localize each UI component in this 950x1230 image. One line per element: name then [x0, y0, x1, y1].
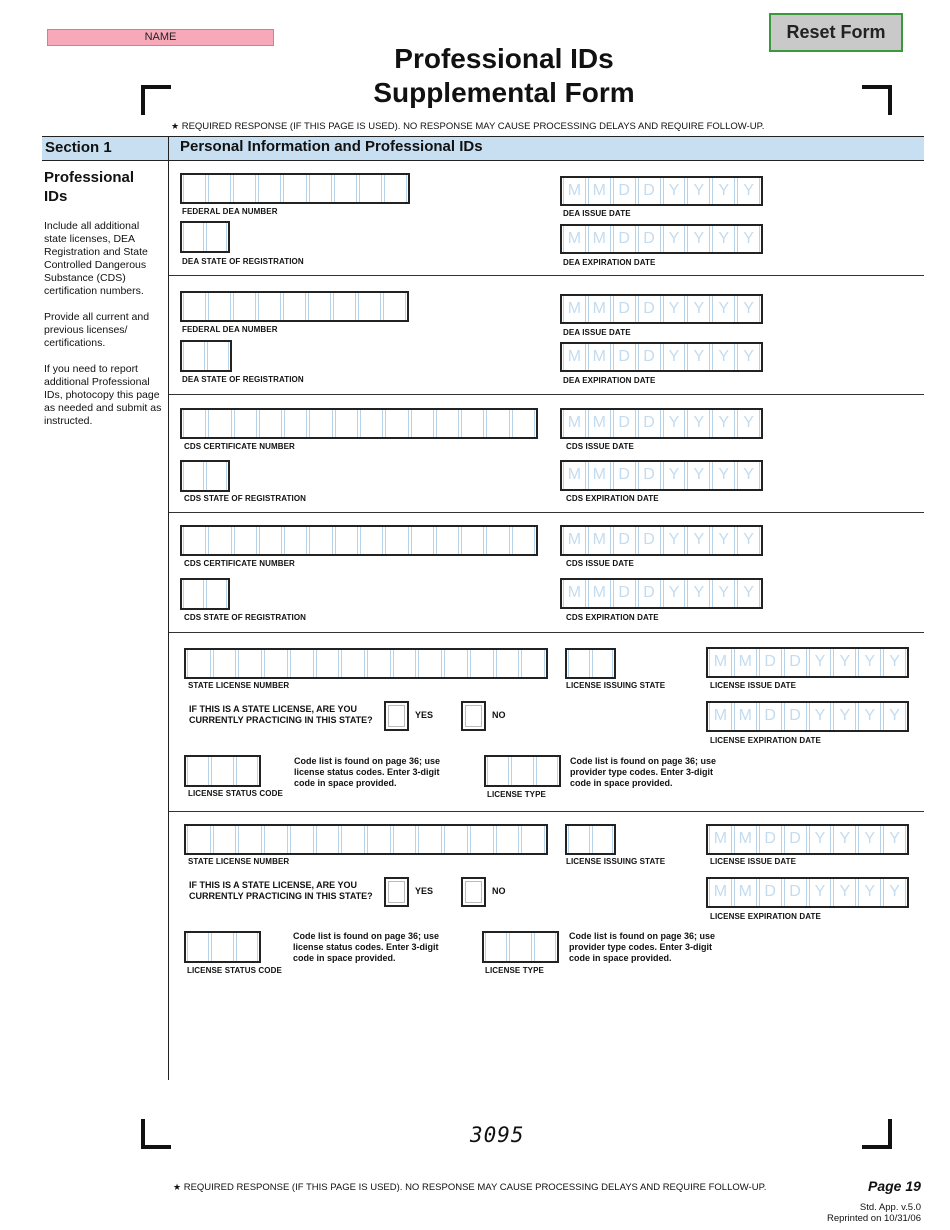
license-issuing-state-input[interactable] [565, 648, 616, 679]
date-placeholder-cell: M [563, 410, 586, 437]
practicing-question: IF THIS IS A STATE LICENSE, ARE YOU CURRENTLY PRACTICING IN THIS STATE? [189, 880, 373, 901]
input-cell [384, 175, 407, 202]
sidebar-divider [168, 136, 169, 1080]
input-cell [333, 293, 356, 320]
input-cell [436, 410, 459, 437]
sidebar-heading: Professional IDs [44, 169, 135, 205]
input-cell [309, 527, 332, 554]
state-license-number-input[interactable] [184, 648, 548, 679]
date-placeholder-cell: Y [663, 410, 686, 437]
input-cell [206, 462, 227, 490]
date-placeholder-cell: Y [737, 296, 760, 322]
input-cell [259, 410, 282, 437]
date-placeholder-cell: D [613, 344, 636, 370]
input-cell [334, 175, 357, 202]
date-placeholder-cell: Y [883, 703, 906, 730]
input-cell [236, 933, 258, 961]
input-cell [444, 650, 468, 677]
date-placeholder-cell: D [613, 296, 636, 322]
federal-dea-number-label: FEDERAL DEA NUMBER [182, 325, 278, 334]
state-license-number-label: STATE LICENSE NUMBER [188, 857, 290, 866]
cds-issue-date-label: CDS ISSUE DATE [566, 559, 634, 568]
date-placeholder-cell: Y [687, 178, 710, 204]
dea-state-input[interactable] [180, 221, 230, 253]
date-placeholder-cell: D [613, 580, 636, 607]
license-issue-date-label: LICENSE ISSUE DATE [710, 857, 797, 866]
no-label: NO [492, 710, 506, 720]
input-cell [208, 293, 231, 320]
date-placeholder-cell: D [784, 649, 807, 676]
date-placeholder-cell: M [709, 649, 732, 676]
date-placeholder-cell: M [563, 462, 586, 489]
date-placeholder-cell: D [638, 410, 661, 437]
input-cell [183, 580, 204, 608]
input-cell [418, 826, 442, 853]
date-placeholder-cell: M [709, 879, 732, 906]
date-placeholder-cell: Y [737, 344, 760, 370]
input-cell [213, 826, 237, 853]
input-cell [309, 410, 332, 437]
date-placeholder-cell: Y [687, 296, 710, 322]
input-cell [470, 826, 494, 853]
date-placeholder-cell: D [638, 226, 661, 252]
date-placeholder-cell: Y [712, 178, 735, 204]
date-placeholder-cell: Y [737, 580, 760, 607]
input-cell [316, 826, 340, 853]
date-placeholder-cell: D [759, 879, 782, 906]
input-cell [509, 933, 531, 961]
dea-expiration-date-input[interactable] [560, 342, 763, 372]
date-placeholder-cell: M [709, 703, 732, 730]
input-cell [383, 293, 406, 320]
dea-issue-date-input[interactable] [560, 176, 763, 206]
input-cell [359, 175, 382, 202]
license-expiration-date-input[interactable] [706, 877, 909, 908]
input-cell [206, 580, 227, 608]
date-placeholder-cell: D [759, 649, 782, 676]
date-placeholder-cell: D [638, 462, 661, 489]
star-icon: ★ [173, 1182, 182, 1192]
license-status-code-label: LICENSE STATUS CODE [187, 966, 282, 975]
cds-expiration-date-label: CDS EXPIRATION DATE [566, 494, 659, 503]
license-issuing-state-input[interactable] [565, 824, 616, 855]
date-placeholder-cell: M [734, 826, 757, 853]
date-placeholder-cell: Y [809, 703, 832, 730]
input-cell [236, 757, 258, 785]
dea-state-label: DEA STATE OF REGISTRATION [182, 257, 304, 266]
license-type-input[interactable] [484, 755, 561, 787]
date-placeholder-cell: Y [687, 462, 710, 489]
input-cell [258, 293, 281, 320]
yes-label: YES [415, 710, 434, 720]
input-cell [234, 527, 257, 554]
input-cell [341, 650, 365, 677]
input-cell [206, 223, 227, 251]
input-cell [486, 410, 509, 437]
date-placeholder-cell: Y [833, 826, 856, 853]
input-cell [568, 650, 590, 677]
license-issue-date-input[interactable] [706, 647, 909, 678]
date-placeholder-cell: D [638, 296, 661, 322]
sidebar-paragraph-1: Include all additional state licenses, DEA Registration and State Controlled Dangerous Substance (CDS) certification numbers. [44, 220, 148, 297]
input-cell [316, 650, 340, 677]
input-cell [290, 826, 314, 853]
input-cell [385, 527, 408, 554]
input-cell [208, 410, 231, 437]
date-placeholder-cell: Y [712, 410, 735, 437]
input-cell [183, 175, 206, 202]
reset-form-button[interactable]: Reset Form [769, 13, 903, 52]
date-placeholder-cell: Y [687, 527, 710, 554]
reprint-line: Reprinted on 10/31/06 [826, 1213, 921, 1224]
cds-expiration-date-input[interactable] [560, 460, 763, 491]
license-issue-date-input[interactable] [706, 824, 909, 855]
date-placeholder-cell: Y [687, 226, 710, 252]
input-cell [183, 223, 204, 251]
date-placeholder-cell: Y [737, 462, 760, 489]
input-cell [534, 933, 556, 961]
practicing-no-checkbox[interactable] [461, 877, 486, 907]
input-cell [283, 175, 306, 202]
date-placeholder-cell: Y [687, 410, 710, 437]
input-cell [213, 650, 237, 677]
date-placeholder-cell: M [588, 296, 611, 322]
license-status-code-label: LICENSE STATUS CODE [188, 789, 283, 798]
input-cell [233, 293, 256, 320]
date-placeholder-cell: Y [712, 296, 735, 322]
crop-mark-top-left [141, 85, 171, 115]
license-type-label: LICENSE TYPE [487, 790, 546, 799]
date-placeholder-cell: M [734, 703, 757, 730]
date-placeholder-cell: Y [809, 826, 832, 853]
federal-dea-number-label: FEDERAL DEA NUMBER [182, 207, 278, 216]
input-cell [360, 410, 383, 437]
input-cell [496, 826, 520, 853]
section-bar [42, 136, 924, 161]
no-label: NO [492, 886, 506, 896]
date-placeholder-cell: D [613, 410, 636, 437]
dea-state-input[interactable] [180, 340, 232, 372]
input-cell [183, 342, 205, 370]
form-code: 3095 [470, 1123, 525, 1147]
input-cell [444, 826, 468, 853]
dea-issue-date-input[interactable] [560, 294, 763, 324]
date-placeholder-cell: D [613, 178, 636, 204]
date-placeholder-cell: D [638, 527, 661, 554]
input-cell [258, 175, 281, 202]
date-placeholder-cell: Y [809, 649, 832, 676]
date-placeholder-cell: Y [712, 226, 735, 252]
date-placeholder-cell: M [734, 879, 757, 906]
date-placeholder-cell: D [638, 344, 661, 370]
type-code-note: Code list is found on page 36; use provider type codes. Enter 3-digit code in space provided. [570, 756, 717, 788]
cds-state-label: CDS STATE OF REGISTRATION [184, 613, 307, 622]
date-placeholder-cell: M [563, 580, 586, 607]
input-cell [284, 527, 307, 554]
federal-dea-number-input[interactable] [180, 291, 409, 322]
license-expiration-date-input[interactable] [706, 701, 909, 732]
input-cell [187, 826, 211, 853]
input-cell [183, 527, 206, 554]
input-cell [487, 757, 509, 785]
dea-issue-date-label: DEA ISSUE DATE [563, 209, 631, 218]
date-placeholder-cell: Y [712, 344, 735, 370]
date-placeholder-cell: M [588, 462, 611, 489]
input-cell [470, 650, 494, 677]
state-license-number-label: STATE LICENSE NUMBER [188, 681, 290, 690]
input-cell [208, 527, 231, 554]
license-issuing-state-label: LICENSE ISSUING STATE [566, 857, 666, 866]
practicing-no-checkbox[interactable] [461, 701, 486, 731]
license-issue-date-label: LICENSE ISSUE DATE [710, 681, 797, 690]
input-cell [592, 650, 614, 677]
input-cell [238, 650, 262, 677]
crop-mark-bottom-left [141, 1119, 171, 1149]
date-placeholder-cell: Y [712, 580, 735, 607]
input-cell [592, 826, 614, 853]
page-title [300, 42, 708, 110]
date-placeholder-cell: Y [858, 649, 881, 676]
input-cell [393, 650, 417, 677]
license-issuing-state-label: LICENSE ISSUING STATE [566, 681, 666, 690]
date-placeholder-cell: D [613, 462, 636, 489]
input-cell [233, 175, 256, 202]
cds-state-label: CDS STATE OF REGISTRATION [184, 494, 307, 503]
date-placeholder-cell: Y [737, 527, 760, 554]
input-cell [512, 527, 535, 554]
cds-certificate-number-label: CDS CERTIFICATE NUMBER [184, 559, 295, 568]
date-placeholder-cell: Y [663, 527, 686, 554]
input-cell [187, 650, 211, 677]
date-placeholder-cell: Y [833, 879, 856, 906]
input-cell [183, 410, 206, 437]
date-placeholder-cell: M [588, 226, 611, 252]
date-placeholder-cell: Y [663, 580, 686, 607]
input-cell [367, 826, 391, 853]
license-type-label: LICENSE TYPE [485, 966, 544, 975]
input-cell [436, 527, 459, 554]
input-cell [234, 410, 257, 437]
required-note-text: REQUIRED RESPONSE (IF THIS PAGE IS USED). NO RESPONSE MAY CAUSE PROCESSING DELAYS AND REQUIRE FOLLOW-UP. [181, 121, 765, 132]
date-placeholder-cell: M [588, 410, 611, 437]
input-cell [341, 826, 365, 853]
cds-expiration-date-label: CDS EXPIRATION DATE [566, 613, 659, 622]
date-placeholder-cell: M [588, 178, 611, 204]
input-cell [485, 933, 507, 961]
input-cell [335, 410, 358, 437]
date-placeholder-cell: Y [858, 879, 881, 906]
row-divider [169, 394, 924, 395]
date-placeholder-cell: D [784, 703, 807, 730]
input-cell [183, 462, 204, 490]
star-icon: ★ [171, 121, 180, 131]
date-placeholder-cell: Y [883, 826, 906, 853]
dea-expiration-date-label: DEA EXPIRATION DATE [563, 376, 656, 385]
input-cell [461, 410, 484, 437]
input-cell [208, 175, 231, 202]
date-placeholder-cell: M [734, 649, 757, 676]
date-placeholder-cell: M [563, 296, 586, 322]
dea-issue-date-label: DEA ISSUE DATE [563, 328, 631, 337]
date-placeholder-cell: M [563, 344, 586, 370]
required-note-top [171, 121, 764, 132]
input-cell [264, 650, 288, 677]
input-cell [511, 757, 533, 785]
license-status-code-input[interactable] [184, 755, 261, 787]
input-cell [521, 826, 545, 853]
cds-state-input[interactable] [180, 578, 230, 610]
input-cell [207, 342, 229, 370]
input-cell [568, 826, 590, 853]
input-cell [238, 826, 262, 853]
input-cell [411, 527, 434, 554]
title-line-2: Supplemental Form [373, 77, 635, 108]
page-number: Page 19 [868, 1178, 921, 1194]
input-cell [461, 527, 484, 554]
input-cell [187, 933, 209, 961]
input-cell [393, 826, 417, 853]
cds-certificate-number-input[interactable] [180, 408, 538, 439]
input-cell [411, 410, 434, 437]
cds-state-input[interactable] [180, 460, 230, 492]
date-placeholder-cell: M [563, 178, 586, 204]
date-placeholder-cell: Y [687, 580, 710, 607]
practicing-question: IF THIS IS A STATE LICENSE, ARE YOU CURRENTLY PRACTICING IN THIS STATE? [189, 704, 373, 725]
yes-label: YES [415, 886, 434, 896]
date-placeholder-cell: Y [737, 410, 760, 437]
row-divider [169, 632, 924, 633]
cds-certificate-number-input[interactable] [180, 525, 538, 556]
dea-state-label: DEA STATE OF REGISTRATION [182, 375, 304, 384]
input-cell [367, 650, 391, 677]
status-code-note: Code list is found on page 36; use license status codes. Enter 3-digit code in space provided. [294, 756, 441, 788]
date-placeholder-cell: Y [858, 826, 881, 853]
input-cell [486, 527, 509, 554]
date-placeholder-cell: D [638, 178, 661, 204]
date-placeholder-cell: M [709, 826, 732, 853]
date-placeholder-cell: Y [809, 879, 832, 906]
input-cell [259, 527, 282, 554]
input-cell [187, 757, 209, 785]
crop-mark-top-right [862, 85, 892, 115]
sidebar-paragraph-2: Provide all current and previous licenses/ certifications. [44, 311, 150, 349]
version-line: Std. App. v.5.0 [859, 1202, 921, 1213]
federal-dea-number-input[interactable] [180, 173, 410, 204]
date-placeholder-cell: Y [712, 462, 735, 489]
version-info [790, 1202, 921, 1224]
input-cell [360, 527, 383, 554]
input-cell [385, 410, 408, 437]
practicing-yes-checkbox[interactable] [384, 701, 409, 731]
practicing-yes-checkbox[interactable] [384, 877, 409, 907]
input-cell [283, 293, 306, 320]
crop-mark-bottom-right [862, 1119, 892, 1149]
input-cell [512, 410, 535, 437]
date-placeholder-cell: Y [833, 649, 856, 676]
date-placeholder-cell: Y [687, 344, 710, 370]
date-placeholder-cell: M [563, 226, 586, 252]
date-placeholder-cell: Y [737, 178, 760, 204]
input-cell [496, 650, 520, 677]
cds-issue-date-label: CDS ISSUE DATE [566, 442, 634, 451]
row-divider [169, 275, 924, 276]
date-placeholder-cell: Y [833, 703, 856, 730]
date-placeholder-cell: D [638, 580, 661, 607]
license-expiration-date-label: LICENSE EXPIRATION DATE [710, 736, 821, 745]
input-cell [211, 757, 233, 785]
date-placeholder-cell: Y [712, 527, 735, 554]
section-label: Section 1 [45, 139, 112, 156]
date-placeholder-cell: M [588, 527, 611, 554]
section-title: Personal Information and Professional IDs [180, 138, 483, 155]
name-field[interactable]: NAME [47, 29, 274, 46]
dea-expiration-date-label: DEA EXPIRATION DATE [563, 258, 656, 267]
input-cell [290, 650, 314, 677]
date-placeholder-cell: M [588, 344, 611, 370]
input-cell [264, 826, 288, 853]
date-placeholder-cell: D [613, 527, 636, 554]
row-divider [169, 512, 924, 513]
date-placeholder-cell: Y [883, 879, 906, 906]
sidebar-paragraph-3: If you need to report additional Professional IDs, photocopy this page as needed and submit as instructed. [44, 363, 162, 427]
date-placeholder-cell: D [784, 879, 807, 906]
required-note-bottom [173, 1182, 766, 1193]
input-cell [309, 175, 332, 202]
dea-expiration-date-input[interactable] [560, 224, 763, 254]
cds-issue-date-input[interactable] [560, 408, 763, 439]
required-note-text: REQUIRED RESPONSE (IF THIS PAGE IS USED). NO RESPONSE MAY CAUSE PROCESSING DELAYS AND REQUIRE FOLLOW-UP. [183, 1182, 767, 1193]
date-placeholder-cell: Y [663, 178, 686, 204]
input-cell [308, 293, 331, 320]
input-cell [536, 757, 558, 785]
date-placeholder-cell: D [613, 226, 636, 252]
date-placeholder-cell: M [563, 527, 586, 554]
status-code-note: Code list is found on page 36; use license status codes. Enter 3-digit code in space provided. [293, 931, 440, 963]
date-placeholder-cell: Y [663, 296, 686, 322]
type-code-note: Code list is found on page 36; use provider type codes. Enter 3-digit code in space provided. [569, 931, 716, 963]
cds-issue-date-input[interactable] [560, 525, 763, 556]
input-cell [521, 650, 545, 677]
row-divider [169, 811, 924, 812]
date-placeholder-cell: M [588, 580, 611, 607]
license-type-input[interactable] [482, 931, 559, 963]
date-placeholder-cell: D [759, 826, 782, 853]
date-placeholder-cell: Y [663, 344, 686, 370]
date-placeholder-cell: Y [663, 462, 686, 489]
date-placeholder-cell: Y [663, 226, 686, 252]
input-cell [211, 933, 233, 961]
state-license-number-input[interactable] [184, 824, 548, 855]
date-placeholder-cell: Y [737, 226, 760, 252]
cds-expiration-date-input[interactable] [560, 578, 763, 609]
title-line-1: Professional IDs [394, 43, 614, 74]
license-status-code-input[interactable] [184, 931, 261, 963]
input-cell [418, 650, 442, 677]
date-placeholder-cell: Y [883, 649, 906, 676]
date-placeholder-cell: D [759, 703, 782, 730]
license-expiration-date-label: LICENSE EXPIRATION DATE [710, 912, 821, 921]
date-placeholder-cell: D [784, 826, 807, 853]
input-cell [335, 527, 358, 554]
cds-certificate-number-label: CDS CERTIFICATE NUMBER [184, 442, 295, 451]
date-placeholder-cell: Y [858, 703, 881, 730]
input-cell [284, 410, 307, 437]
input-cell [358, 293, 381, 320]
input-cell [183, 293, 206, 320]
